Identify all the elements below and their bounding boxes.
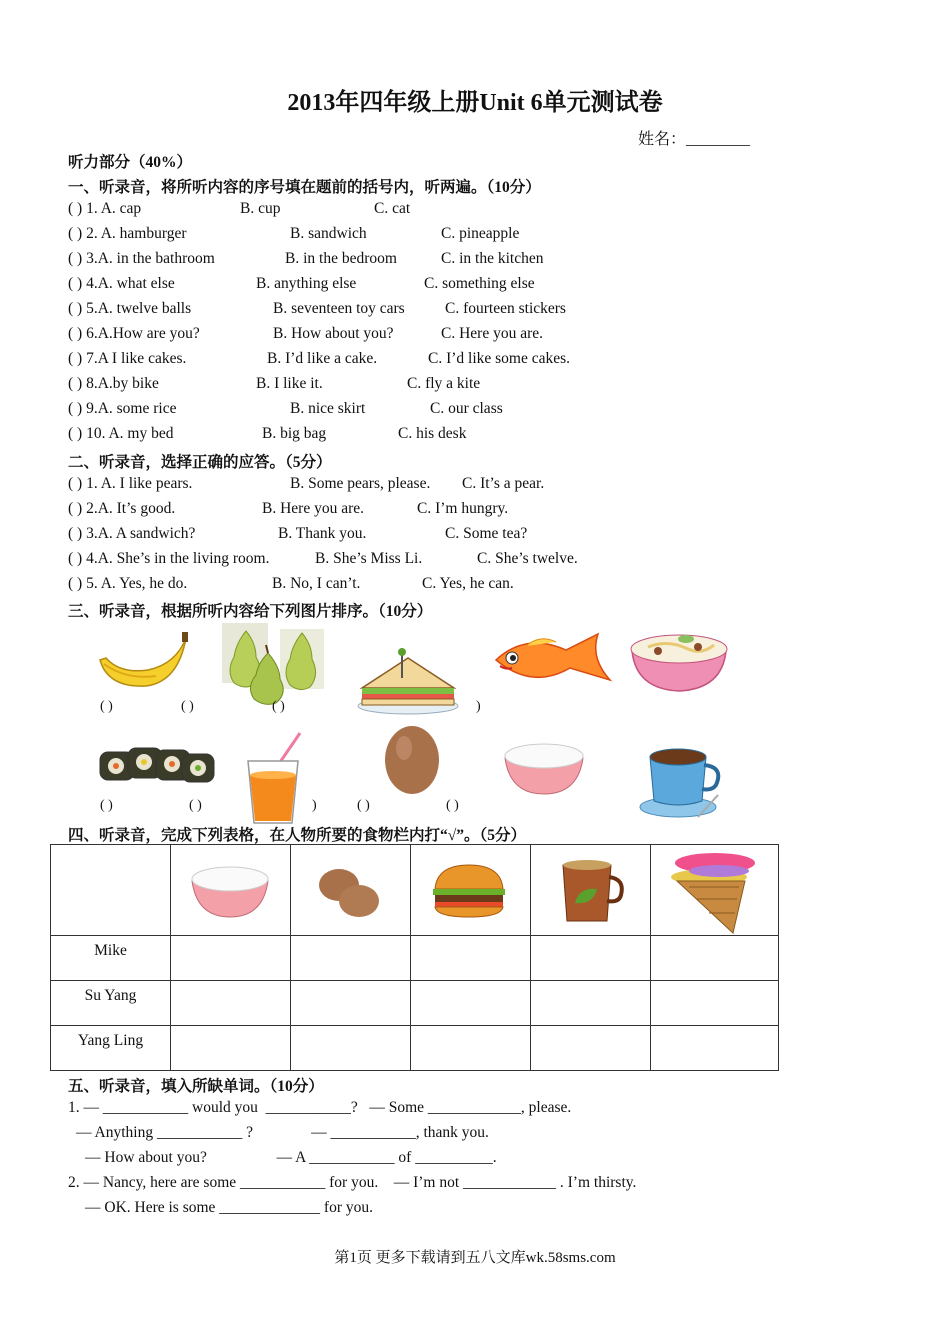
option-c: C. something else <box>424 275 535 292</box>
check-cell[interactable] <box>291 936 411 981</box>
check-cell[interactable] <box>651 981 779 1026</box>
option-a: ( ) 8.A.by bike <box>68 375 159 392</box>
option-b: B. No, I can’t. <box>272 575 361 592</box>
option-a: ( ) 3.A. A sandwich? <box>68 525 196 542</box>
check-cell[interactable] <box>411 981 531 1026</box>
section3-header: 三、听录音，根据所听内容给下列图片排序。（10分） <box>68 603 433 620</box>
person-name: Mike <box>94 942 127 959</box>
ice-cream-icon <box>651 845 778 935</box>
fill-blank-line: — How about you? — A ___________ of __________. <box>85 1149 497 1166</box>
question-item <box>68 250 544 268</box>
check-cell[interactable] <box>411 936 531 981</box>
question-item <box>68 225 520 243</box>
option-c: C. I’m hungry. <box>417 500 509 517</box>
option-a: ( ) 2.A. It’s good. <box>68 500 176 517</box>
option-a: ( ) 7.A I like cakes. <box>68 350 187 367</box>
option-b: B. sandwich <box>290 225 367 242</box>
table-header-tea <box>531 845 651 936</box>
answer-paren: ( ) <box>357 798 370 813</box>
table-header-hamburger <box>411 845 531 936</box>
table-row-label <box>51 1026 171 1071</box>
section5-header: 五、听录音，填入所缺单词。（10分） <box>68 1078 324 1095</box>
option-a: ( ) 10. A. my bed <box>68 425 174 442</box>
check-cell[interactable] <box>171 981 291 1026</box>
table-header-eggs <box>291 845 411 936</box>
option-c: C. his desk <box>398 425 467 442</box>
option-b: B. nice skirt <box>290 400 366 417</box>
check-cell[interactable] <box>171 936 291 981</box>
fill-blank-line: 1. — ___________ would you ___________? — Some ____________, please. <box>68 1099 572 1116</box>
option-c: C. pineapple <box>441 225 520 242</box>
section1-header: 一、听录音，将所听内容的序号填在题前的括号内，听两遍。（10分） <box>68 179 541 196</box>
answer-paren: ( ) <box>446 798 459 813</box>
fish-image <box>486 628 614 688</box>
question-item <box>68 475 545 493</box>
option-c: C. Here you are. <box>441 325 543 342</box>
check-cell[interactable] <box>171 1026 291 1071</box>
question-item <box>68 200 411 218</box>
question-item <box>68 400 503 418</box>
option-a: ( ) 6.A.How are you? <box>68 325 200 342</box>
option-a: ( ) 5.A. twelve balls <box>68 300 192 317</box>
option-c: C. Yes, he can. <box>422 575 514 592</box>
option-c: C. She’s twelve. <box>477 550 578 567</box>
check-cell[interactable] <box>531 981 651 1026</box>
option-b: B. I like it. <box>256 375 323 392</box>
option-a: ( ) 2. A. hamburger <box>68 225 187 242</box>
option-c: C. in the kitchen <box>441 250 544 267</box>
tea-icon <box>531 845 650 927</box>
sushi-rolls-image <box>96 742 218 790</box>
food-choice-table <box>50 844 779 1071</box>
question-item <box>68 275 535 293</box>
option-b: B. in the bedroom <box>285 250 397 267</box>
option-c: C. fourteen stickers <box>445 300 566 317</box>
option-c: C. cat <box>374 200 411 217</box>
orange-juice-image <box>244 731 304 827</box>
check-cell[interactable] <box>531 1026 651 1071</box>
option-a: ( ) 3.A. in the bathroom <box>68 250 215 267</box>
check-cell[interactable] <box>291 1026 411 1071</box>
answer-paren: ( ) <box>100 798 113 813</box>
table-corner-cell <box>51 845 171 936</box>
option-b: B. anything else <box>256 275 357 292</box>
eggs-icon <box>291 845 410 919</box>
question-item <box>68 350 571 368</box>
option-a: ( ) 1. A. I like pears. <box>68 475 193 492</box>
fill-blank-line: 2. — Nancy, here are some ___________ for you. — I’m not ____________ . I’m thirsty. <box>68 1174 637 1191</box>
option-c: C. our class <box>430 400 503 417</box>
option-a: ( ) 4.A. what else <box>68 275 175 292</box>
question-item <box>68 425 467 443</box>
listening-header: 听力部分（40%） <box>68 154 193 171</box>
option-b: B. Thank you. <box>278 525 367 542</box>
check-cell[interactable] <box>651 936 779 981</box>
answer-paren: ) <box>312 798 317 813</box>
page-footer: 第1页 更多下载请到五八文库wk.58sms.com <box>334 1250 616 1266</box>
hamburger-icon <box>411 845 530 919</box>
fill-blank-line: — OK. Here is some _____________ for you. <box>85 1199 374 1216</box>
coffee-cup-image <box>638 745 728 821</box>
question-item <box>68 525 528 543</box>
table-header-rice <box>171 845 291 936</box>
noodle-bowl-image <box>628 625 730 693</box>
question-item <box>68 500 509 518</box>
sandwich-image <box>356 648 460 716</box>
answer-paren: ( ) <box>100 699 113 714</box>
banana-image <box>96 630 190 692</box>
option-b: B. Some pears, please. <box>290 475 431 492</box>
rice-bowl-image <box>502 740 586 796</box>
question-item <box>68 300 566 318</box>
option-b: B. big bag <box>262 425 327 442</box>
option-b: B. cup <box>240 200 281 217</box>
check-cell[interactable] <box>411 1026 531 1071</box>
option-c: C. fly a kite <box>407 375 481 392</box>
question-item <box>68 575 514 593</box>
option-a: ( ) 4.A. She’s in the living room. <box>68 550 270 567</box>
option-b: B. Here you are. <box>262 500 364 517</box>
answer-paren: ( ) <box>272 699 285 714</box>
pears-image <box>222 623 324 705</box>
question-item <box>68 325 543 343</box>
person-name: Yang Ling <box>77 1032 144 1049</box>
option-b: B. How about you? <box>273 325 394 342</box>
check-cell[interactable] <box>651 1026 779 1071</box>
answer-paren: ( ) <box>189 798 202 813</box>
check-cell[interactable] <box>291 981 411 1026</box>
question-item <box>68 375 481 393</box>
option-a: ( ) 9.A. some rice <box>68 400 177 417</box>
option-c: C. I’d like some cakes. <box>428 350 571 367</box>
check-cell[interactable] <box>531 936 651 981</box>
person-name: Su Yang <box>84 987 137 1004</box>
question-item <box>68 550 578 568</box>
table-row-label <box>51 936 171 981</box>
option-b: B. I’d like a cake. <box>267 350 378 367</box>
fill-blank-line: — Anything ___________ ? — ___________, thank you. <box>76 1124 489 1141</box>
name-field-label: 姓名：________ <box>638 131 751 148</box>
table-row-label <box>51 981 171 1026</box>
option-a: ( ) 5. A. Yes, he do. <box>68 575 188 592</box>
option-c: C. Some tea? <box>445 525 528 542</box>
section2-header: 二、听录音，选择正确的应答。（5分） <box>68 454 332 471</box>
section4-header: 四、听录音，完成下列表格，在人物所要的食物栏内打“√”。（5分） <box>68 827 527 844</box>
answer-paren: ( ) <box>181 699 194 714</box>
page-title: 2013年四年级上册Unit 6单元测试卷 <box>287 90 663 116</box>
answer-paren: ) <box>476 699 481 714</box>
rice-icon <box>171 845 290 919</box>
egg-image <box>382 720 442 796</box>
option-c: C. It’s a pear. <box>462 475 545 492</box>
option-b: B. seventeen toy cars <box>273 300 405 317</box>
table-header-ice-cream <box>651 845 779 936</box>
option-a: ( ) 1. A. cap <box>68 200 142 217</box>
option-b: B. She’s Miss Li. <box>315 550 423 567</box>
